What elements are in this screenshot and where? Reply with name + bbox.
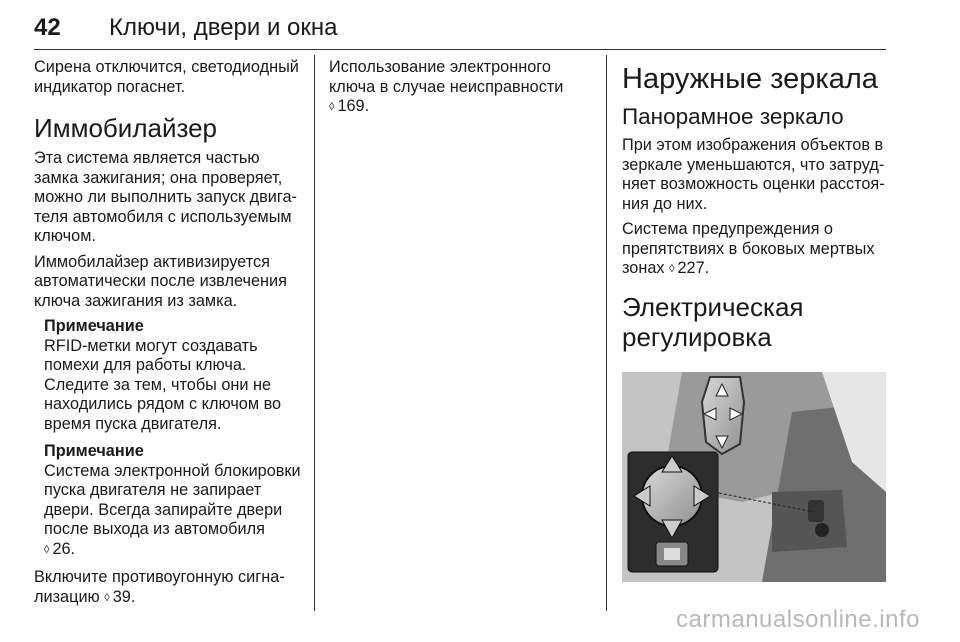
immobilizer-para-3: Включите противоугонную сигнализацию ◊ 39. [34, 568, 302, 608]
note-2-text: Система электронной блокировки пуска двигателя не запирает двери. Всегда запирайте двери после выхода из автомобиля ◊ 26. [44, 462, 302, 561]
blind-spot-ref[interactable]: 227. [677, 259, 710, 277]
note-2-ref[interactable]: 26. [52, 539, 76, 558]
panoramic-para-1: При этом изображения объектов в зеркале уменьшаются, что затрудняет возможность оценки расстояния до них. [622, 136, 885, 213]
xref-icon: ◊ [669, 263, 675, 275]
note-2 [44, 442, 302, 560]
immobilizer-heading: Иммобилайзер [34, 113, 218, 143]
electric-adjustment-heading: Электрическая регулировка [622, 291, 804, 352]
note-1-title: Примечание [44, 317, 144, 335]
immobilizer-para-1: Эта система является частью замка зажигания; она проверяет, можно ли выполнить запуск двигателя автомобиля с используемым ключом. [34, 149, 297, 245]
xref-icon: ◊ [104, 591, 110, 604]
page-header [34, 14, 886, 50]
note-1 [44, 317, 302, 434]
column-3 [622, 62, 886, 582]
para-3-ref[interactable]: 39. [112, 587, 136, 606]
mirror-joystick-upper [702, 377, 744, 454]
mirror-control-illustration [622, 372, 886, 582]
immobilizer-para-2: Иммобилайзер активизируется автоматически после извлечения ключа зажигания из замка. [34, 252, 287, 310]
page-number: 42 [34, 14, 61, 41]
column-divider-1 [314, 55, 315, 611]
panoramic-mirror-heading: Панорамное зеркало [622, 104, 844, 129]
xref-icon: ◊ [329, 101, 335, 113]
column-1 [34, 58, 302, 614]
intro-text: Сирена отключится, светодиодный индикатор погаснет. [34, 58, 299, 96]
xref-icon: ◊ [44, 543, 50, 556]
note-1-text: RFID-метки могут создавать помехи для работы ключа. Следите за тем, чтобы они не находились рядом с ключом во время пуска двигателя. [44, 336, 282, 433]
exterior-mirrors-heading: Наружные зеркала [622, 63, 878, 95]
column-2 [329, 58, 595, 124]
mirror-joystick-inset [628, 452, 718, 572]
section-title: Ключи, двери и окна [109, 14, 338, 41]
electronic-key-text: Использование электронного ключа в случае неисправности ◊ 169. [329, 58, 595, 118]
note-2-title: Примечание [44, 442, 144, 460]
panoramic-para-2: Система предупреждения о препятствиях в боковых мертвых зонах ◊ 227. [622, 220, 886, 280]
column-divider-2 [606, 55, 607, 611]
mirror-switch-drawing [622, 372, 886, 582]
watermark: carmanualsonline.info [676, 606, 920, 633]
header-rule [34, 49, 886, 50]
col2-ref[interactable]: 169. [337, 97, 370, 115]
